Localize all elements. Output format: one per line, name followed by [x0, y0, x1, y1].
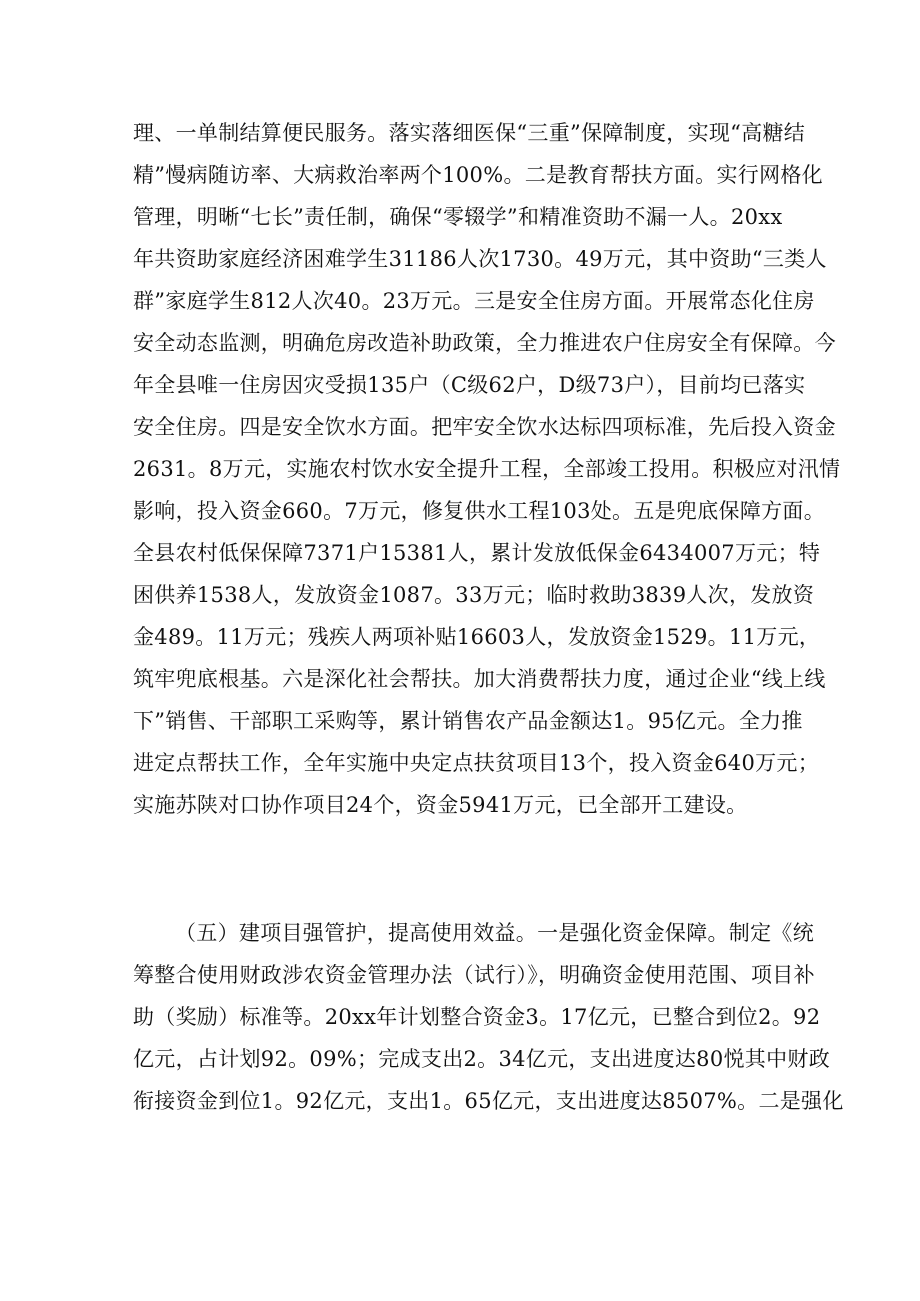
- text-line: 下”销售、干部职工采购等，累计销售农产品金额达1。95亿元。全力推: [133, 709, 803, 733]
- text-line: 年全县唯一住房因灾受损135户（C级62户，D级73户），目前均已落实: [133, 373, 806, 397]
- text-line: 困供养1538人，发放资金1087。33万元；临时救助3839人次，发放资: [133, 583, 815, 607]
- text-line: 安全动态监测，明确危房改造补助政策，全力推进农户住房安全有保障。今: [133, 331, 836, 355]
- paragraph-poverty-assistance: [133, 112, 841, 826]
- text-line: 2631。8万元，实施农村饮水安全提升工程，全部竣工投用。积极应对汛情: [133, 457, 841, 481]
- text-line: 群”家庭学生812人次40。23万元。三是安全住房方面。开展常态化住房: [133, 289, 815, 313]
- paragraph-project-management: [133, 912, 844, 1122]
- text-line: 金489。11万元；残疾人两项补贴16603人，发放资金1529。11万元，: [133, 625, 821, 649]
- text-line: 全县农村低保保障7371户15381人，累计发放低保金6434007万元；特: [133, 541, 821, 565]
- text-line: 年共资助家庭经济困难学生31186人次1730。49万元，其中资助“三类人: [133, 247, 827, 271]
- text-line: 筑牢兜底根基。六是深化社会帮扶。加大消费帮扶力度，通过企业“线上线: [133, 667, 826, 691]
- text-line: 实施苏陕对口协作项目24个，资金5941万元，已全部开工建设。: [133, 793, 748, 817]
- text-line: 精”慢病随访率、大病救治率两个100%。二是教育帮扶方面。实行网格化: [133, 163, 823, 187]
- text-line: （五）建项目强管护，提高使用效益。一是强化资金保障。制定《统: [175, 921, 814, 945]
- text-line: 衔接资金到位1。92亿元，支出1。65亿元，支出进度达8507%。二是强化: [133, 1089, 844, 1113]
- text-line: 影响，投入资金660。7万元，修复供水工程103处。五是兜底保障方面。: [133, 499, 826, 523]
- text-line: 筹整合使用财政涉农资金管理办法（试行）》，明确资金使用范围、项目补: [133, 963, 815, 987]
- text-line: 理、一单制结算便民服务。落实落细医保“三重”保障制度，实现“高糖结: [133, 121, 806, 145]
- text-line: 助（奖励）标准等。20xx年计划整合资金3。17亿元，已整合到位2。92: [133, 1005, 821, 1029]
- text-line: 管理，明晰“七长”责任制，确保“零辍学”和精准资助不漏一人。20xx: [133, 205, 783, 229]
- text-line: 安全住房。四是安全饮水方面。把牢安全饮水达标四项标准，先后投入资金: [133, 415, 836, 439]
- text-line: 亿元，占计划92。09%；完成支出2。34亿元，支出进度达80悦其中财政: [133, 1047, 830, 1071]
- text-line: 进定点帮扶工作，全年实施中央定点扶贫项目13个，投入资金640万元；: [133, 751, 820, 775]
